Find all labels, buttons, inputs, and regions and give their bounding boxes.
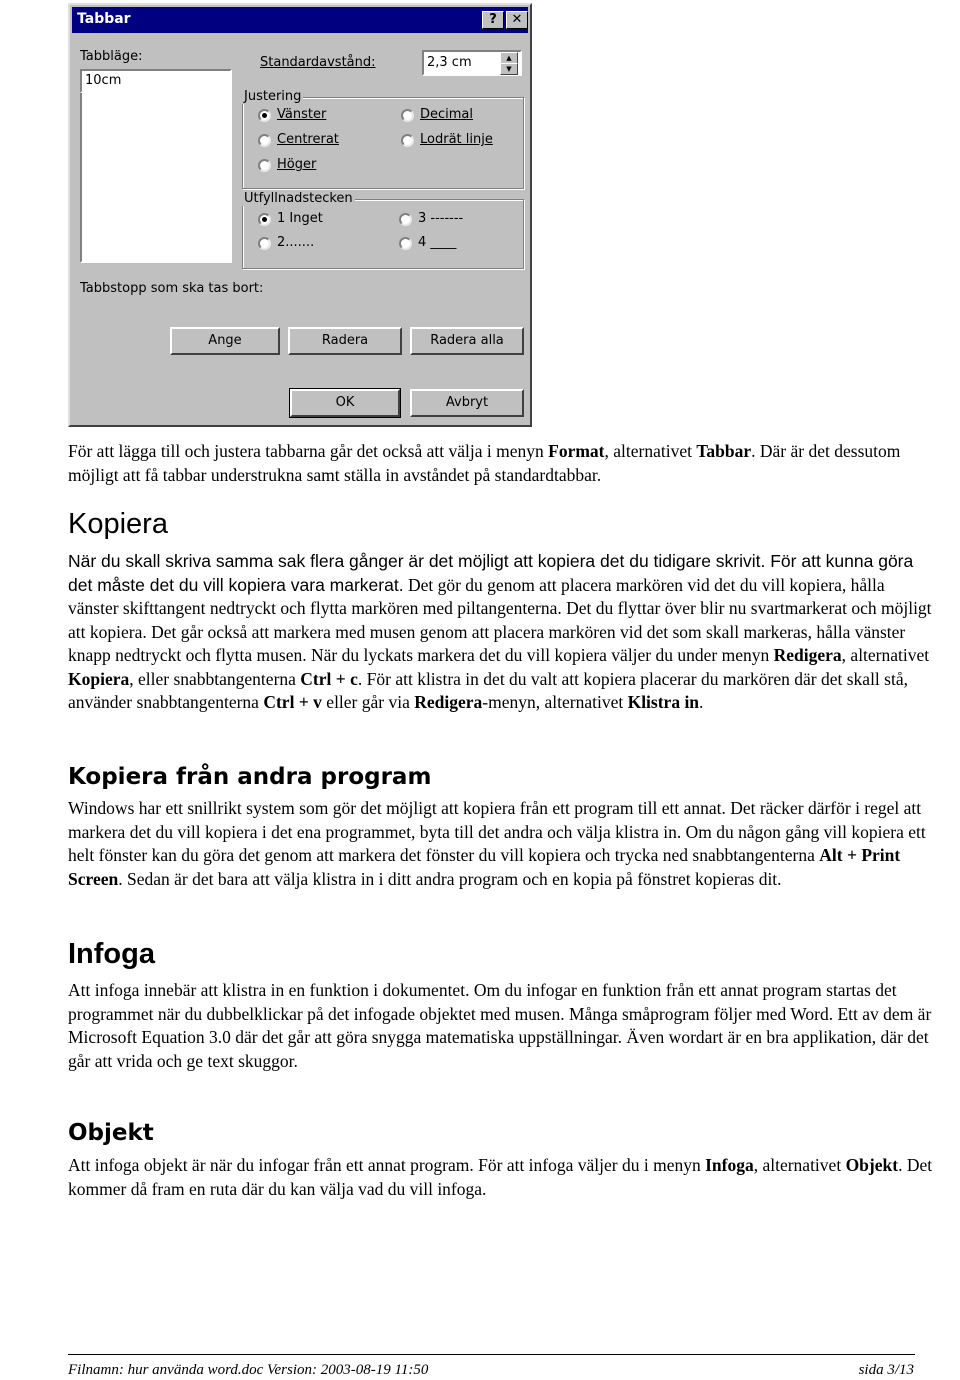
tab-position-list[interactable] xyxy=(80,93,232,263)
align-center-label: Centrerat xyxy=(277,132,339,147)
infoga-paragraph: Att infoga innebär att klistra in en funktion i dokumentet. Om du infogar en funktion från ett annat program startas det programmet när du dubbelklickar på det infogade objektet med musen. Många småprogram följer med Word. Ett av dem är Microsoft Equation 3.0 där det går att göra snygga matematiska uppställningar. Även wordart är en bra applikation, där det går att vrida och ge text skuggor. xyxy=(68,980,932,1071)
objekt-text-2: , alternativet xyxy=(753,1155,846,1175)
leader-group-label: Utfyllnadstecken xyxy=(244,191,353,206)
default-stop-input[interactable] xyxy=(422,50,522,76)
dialog-titlebar xyxy=(72,7,528,33)
radio-leader-2[interactable] xyxy=(258,237,271,250)
menu-format: Format xyxy=(548,441,605,461)
other-paragraph xyxy=(68,797,933,891)
leader-4-label: 4 ____ xyxy=(418,235,457,250)
spin-up-icon[interactable]: ▲ xyxy=(500,52,518,64)
option-klistra-in: Klistra in xyxy=(627,692,700,712)
heading-kopiera: Kopiera xyxy=(68,508,168,540)
kopiera-text-1: När du skall skriva samma sak flera gånger är det möjligt att kopiera det du tidigare skrivit. För att kunna göra det måste det du vill kopiera vara markerat. xyxy=(68,551,914,595)
alignment-group-label: Justering xyxy=(244,89,302,104)
clear-label: Tabbstopp som ska tas bort: xyxy=(80,281,264,296)
kopiera-text-4: , eller snabbtangenterna xyxy=(129,668,301,689)
leader-3-label: 3 ------- xyxy=(418,211,464,226)
tab-position-value: 10cm xyxy=(85,73,122,88)
shortcut-ctrl-c: Ctrl + c xyxy=(300,668,358,689)
spin-down-icon[interactable]: ▼ xyxy=(500,63,518,75)
heading-infoga: Infoga xyxy=(68,938,155,970)
footer-page-number: sida 3/13 xyxy=(858,1362,914,1378)
leader-group xyxy=(242,199,524,269)
kopiera-text-8: . xyxy=(699,692,704,712)
footer-filename: Filnamn: hur använda word.doc Version: 2003-08-19 11:50 xyxy=(68,1362,429,1378)
heading-objekt: Objekt xyxy=(68,1120,154,1146)
dialog-title: Tabbar xyxy=(77,11,131,27)
intro-paragraph xyxy=(68,440,933,487)
intro-text-2: , alternativet xyxy=(604,441,697,461)
menu-infoga: Infoga xyxy=(705,1155,754,1175)
align-left-label: Vänster xyxy=(277,107,327,122)
cancel-button[interactable]: Avbryt xyxy=(410,389,524,417)
kopiera-text-7: -menyn, alternativet xyxy=(482,692,628,712)
objekt-text-3: . Det kommer då fram en ruta där du kan välja vad du vill infoga. xyxy=(68,1155,933,1199)
close-icon[interactable]: ✕ xyxy=(506,11,528,29)
radio-leader-4[interactable] xyxy=(399,237,412,250)
ok-button[interactable]: OK xyxy=(290,389,400,417)
footer-divider xyxy=(68,1354,915,1355)
radio-align-left[interactable] xyxy=(258,109,271,122)
clear-all-button[interactable]: Radera alla xyxy=(410,327,524,355)
other-text-1: Windows har ett snillrikt system som gör det möjligt att kopiera från ett program till ett annat. Det räcker därför i regel att markera det du vill kopiera i det ena programmet, byta till det andra och välja klistra in. Om du någon gång vill kopiera ett helt fönster kan du göra det genom att markera det fönster du vill kopiera och trycka ned snabbtangenterna xyxy=(68,798,926,865)
menu-redigera: Redigera xyxy=(773,645,842,665)
menu-redigera-2: Redigera xyxy=(414,692,483,712)
default-stop-value: 2,3 cm xyxy=(427,55,472,70)
help-icon[interactable]: ? xyxy=(482,11,504,29)
heading-other-programs: Kopiera från andra program xyxy=(68,764,432,790)
option-tabbar: Tabbar xyxy=(696,441,752,461)
radio-align-center[interactable] xyxy=(258,134,271,147)
align-bar-label: Lodrät linje xyxy=(420,132,493,147)
tab-position-label: Tabbläge: xyxy=(80,49,143,64)
shortcut-alt-printscreen: Alt + Print Screen xyxy=(68,845,901,889)
tabs-dialog xyxy=(68,3,532,427)
radio-leader-3[interactable] xyxy=(399,213,412,226)
align-decimal-label: Decimal xyxy=(420,107,474,122)
kopiera-text-2: Det gör du genom att placera markören vid det du vill kopiera, hålla vänster skifttangent nedtryckt och flytta markören med piltangenterna. Det du flyttar över blir nu svartmarkerat och möjligt att kopiera. Det går också att markera med musen genom att placera markören vid det som skall markeras, hålla vänster knapp nedtryckt och flytta musen. När du lyckats markera det du vill kopiera väljer du under menyn xyxy=(68,574,932,665)
shortcut-ctrl-v: Ctrl + v xyxy=(263,692,322,712)
kopiera-paragraph xyxy=(68,550,933,715)
intro-text-3: . Där är det dessutom möjligt att få tabbar understrukna samt ställa in avståndet på standardtabbar. xyxy=(68,441,901,485)
kopiera-text-6: eller går via xyxy=(321,692,415,712)
intro-text-1: För att lägga till och justera tabbarna går det också att välja i menyn xyxy=(68,441,549,461)
tab-position-input[interactable] xyxy=(80,69,232,93)
radio-align-decimal[interactable] xyxy=(401,109,414,122)
default-stop-label: Standardavstånd: xyxy=(260,55,376,70)
kopiera-text-5: . För att klistra in det du valt att kopiera placerar du markören där det skall stå, använder snabbtangenterna xyxy=(68,668,908,712)
kopiera-text-3: , alternativet xyxy=(841,645,930,665)
option-objekt: Objekt xyxy=(845,1155,899,1175)
set-button[interactable]: Ange xyxy=(170,327,280,355)
radio-leader-1[interactable] xyxy=(258,213,271,226)
leader-2-label: 2....... xyxy=(277,235,315,250)
other-text-2: . Sedan är det bara att välja klistra in i ditt andra program och en kopia på fönstret kopieras dit. xyxy=(118,868,782,889)
radio-align-right[interactable] xyxy=(258,159,271,172)
objekt-text-1: Att infoga objekt är när du infogar från ett annat program. För att infoga väljer du i menyn xyxy=(68,1155,706,1175)
objekt-paragraph xyxy=(68,1154,933,1201)
leader-1-label: 1 Inget xyxy=(277,211,323,226)
radio-align-bar[interactable] xyxy=(401,134,414,147)
clear-button[interactable]: Radera xyxy=(288,327,402,355)
align-right-label: Höger xyxy=(277,157,317,172)
option-kopiera: Kopiera xyxy=(68,668,130,689)
